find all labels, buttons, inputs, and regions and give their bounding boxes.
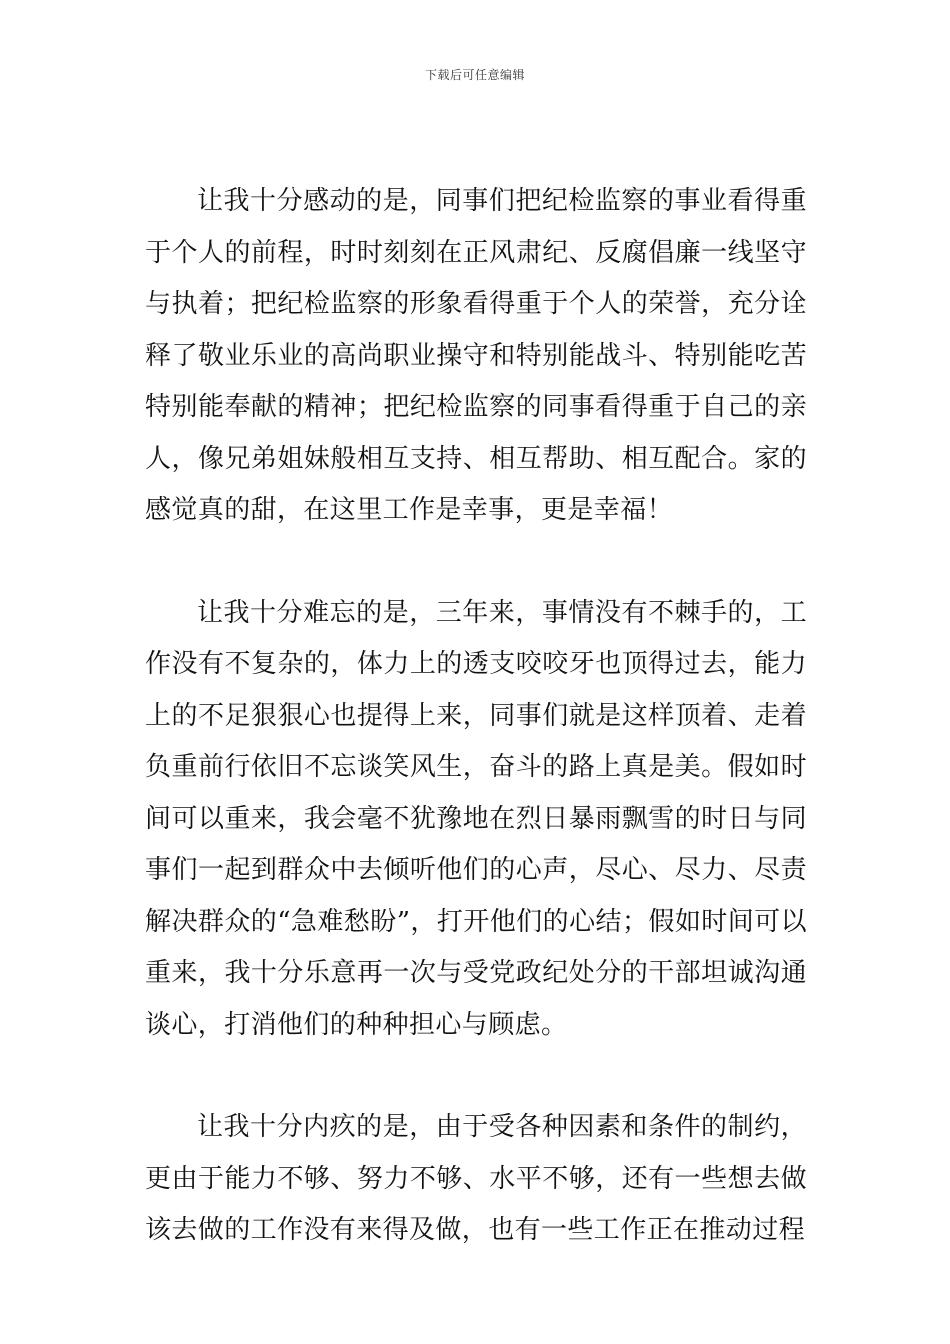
document-body [145, 176, 807, 1257]
page-header: 下载后可任意编辑 [424, 68, 525, 82]
paragraph-regret: 让我十分内疚的是，由于受各种因素和条件的制约，更由于能力不够、努力不够、水平不够，还有一些想去做该去做的工作没有来得及做，也有一些工作正在推动过程 [145, 1112, 807, 1245]
paragraph-spacer [145, 1051, 807, 1102]
paragraph-memorable: 让我十分难忘的是，三年来，事情没有不棘手的，工作没有不复杂的，体力上的透支咬咬牙也顶得过去，能力上的不足狠狠心也提得上来，同事们就是这样顶着、走着负重前行依旧不忘谈笑风生，奋斗的路上真是美。假如时间可以重来，我会毫不犹豫地在烈日暴雨飘雪的时日与同事们一起到群众中去倾听他们的心声，尽心、尽力、尽责解决群众的“急难愁盼”，打开他们的心结；假如时间可以重来，我十分乐意再一次与受党政纪处分的干部坦诚沟通谈心，打消他们的种种担心与顾虑。 [145, 597, 807, 1040]
paragraph-spacer [145, 537, 807, 588]
paragraph-gratitude: 让我十分感动的是，同事们把纪检监察的事业看得重于个人的前程，时时刻刻在正风肃纪、反腐倡廉一线坚守与执着；把纪检监察的形象看得重于个人的荣誉，充分诠释了敬业乐业的高尚职业操守和特别能战斗、特别能吃苦特别能奉献的精神；把纪检监察的同事看得重于自己的亲人，像兄弟姐妹般相互支持、相互帮助、相互配合。家的感觉真的甜，在这里工作是幸事，更是幸福！ [145, 186, 807, 525]
